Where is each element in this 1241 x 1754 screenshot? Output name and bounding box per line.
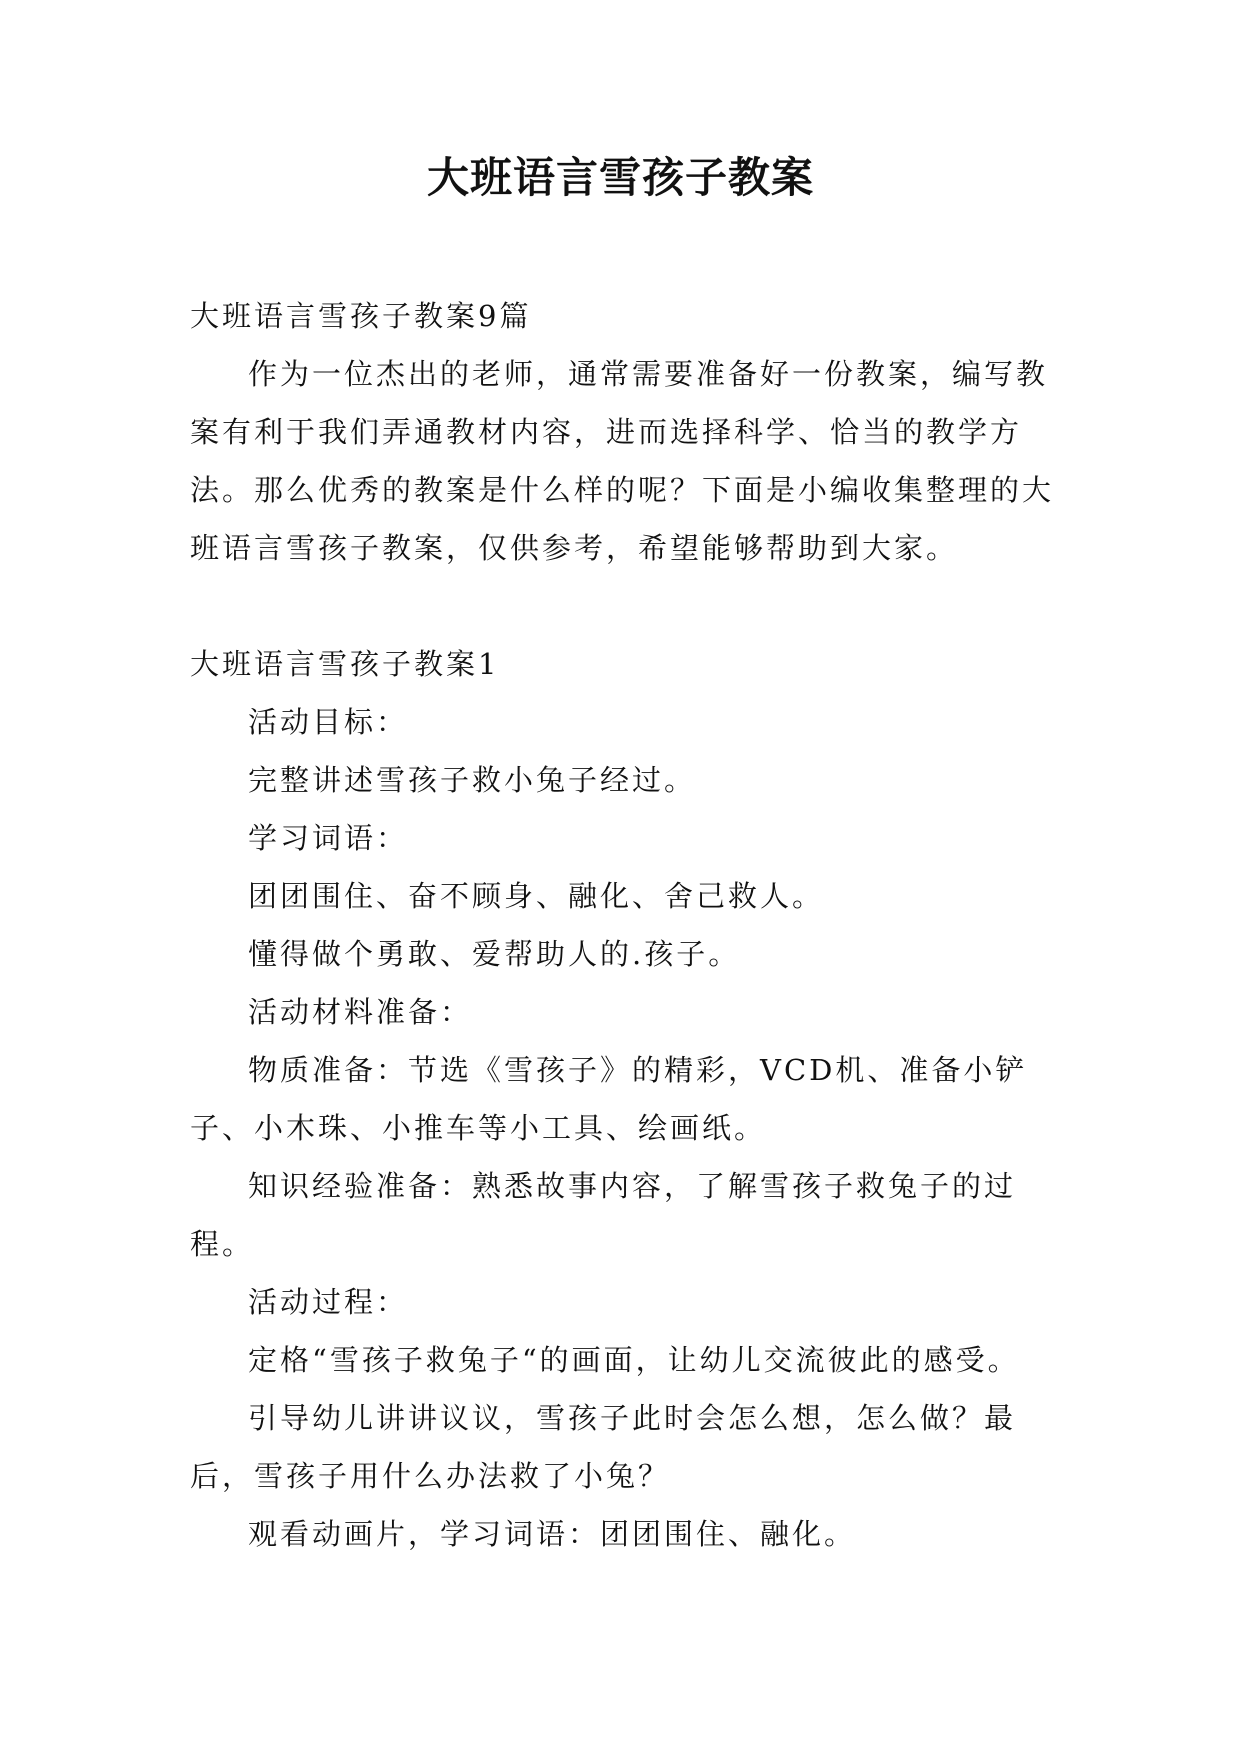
document-body	[190, 287, 1056, 1563]
body-paragraph: 观看动画片，学习词语：团团围住、融化。	[248, 1517, 857, 1551]
body-paragraph: 定格“雪孩子救兔子“的画面，让幼儿交流彼此的感受。	[248, 1343, 1020, 1377]
body-paragraph: 引导幼儿讲讲议议，雪孩子此时会怎么想，怎么做？最后，雪孩子用什么办法救了小兔？	[190, 1401, 1017, 1493]
vocabulary-heading: 学习词语：	[248, 821, 409, 855]
subtitle-paragraph: 大班语言雪孩子教案9篇	[190, 299, 532, 333]
body-paragraph: 知识经验准备：熟悉故事内容，了解雪孩子救兔子的过程。	[190, 1169, 1017, 1261]
activity-goal-heading: 活动目标：	[248, 705, 409, 739]
body-paragraph: 完整讲述雪孩子救小兔子经过。	[248, 763, 697, 797]
process-heading: 活动过程：	[248, 1285, 409, 1319]
materials-heading: 活动材料准备：	[248, 995, 473, 1029]
body-paragraph: 懂得做个勇敢、爱帮助人的.孩子。	[248, 937, 741, 971]
document-title: 大班语言雪孩子教案	[426, 153, 814, 202]
paragraph-spacer	[190, 577, 1056, 635]
body-paragraph: 物质准备：节选《雪孩子》的精彩，VCD机、准备小铲子、小木珠、小推车等小工具、绘画纸。	[190, 1053, 1028, 1145]
intro-paragraph: 作为一位杰出的老师，通常需要准备好一份教案，编写教案有利于我们弄通教材内容，进而选择科学、恰当的教学方法。那么优秀的教案是什么样的呢？下面是小编收集整理的大班语言雪孩子教案，仅供参考，希望能够帮助到大家。	[190, 357, 1055, 565]
body-paragraph: 团团围住、奋不顾身、融化、舍己救人。	[248, 879, 825, 913]
section-heading: 大班语言雪孩子教案1	[190, 647, 500, 681]
